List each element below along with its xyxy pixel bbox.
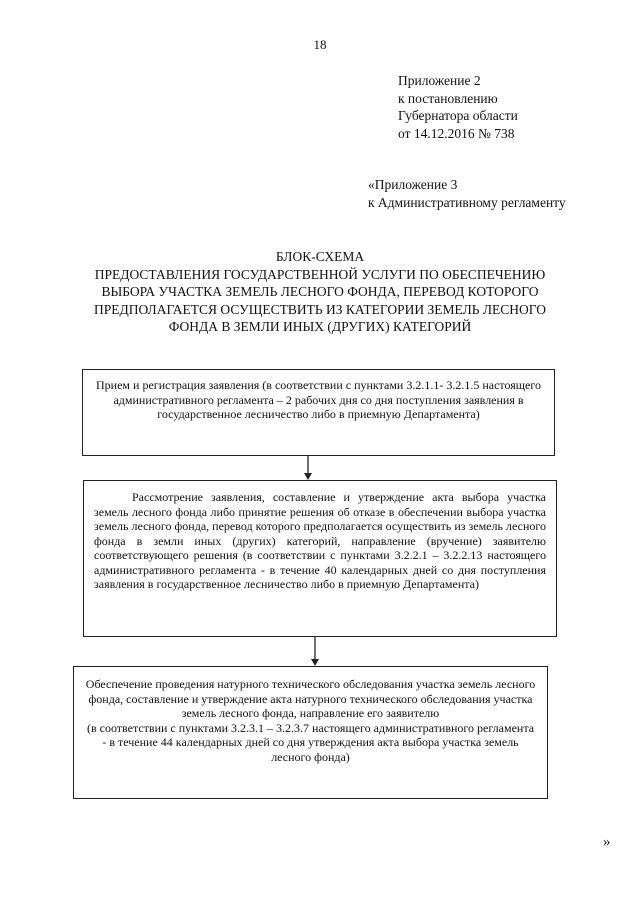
closing-quote: » xyxy=(603,834,611,850)
flow-step-text: Прием и регистрация заявления (в соответствии с пунктами 3.2.1.1- 3.2.1.5 настоящего административного регламента – 2 рабочих дня со дня поступления заявления в государственное лесничество либо в приемную Департамента) xyxy=(96,378,541,421)
appendix-line: к постановлению xyxy=(398,90,498,106)
flow-step-text: Рассмотрение заявления, составление и утверждение акта выбора участка земель лесного фонда либо принятие решения об отказе в обеспечении выбора участка земель лесного фонда, перевод которого предполагается осуществить из земель лесного фонда в земли иных (других) категорий, направление (вручение) заявителю соответствующего решения (в соответствии с пунктами 3.2.2.1 – 3.2.2.13 настоящего административного регламента - в течение 40 календарных дней со дня поступления заявления в государственное лесничество либо в приемную Департамента) xyxy=(94,490,546,591)
arrow-step1-to-step2 xyxy=(304,456,312,480)
title-line: ПРЕДОСТАВЛЕНИЯ ГОСУДАРСТВЕННОЙ УСЛУГИ ПО ОБЕСПЕЧЕНИЮ xyxy=(94,266,546,282)
regulation-appendix-line: к Административному регламенту xyxy=(368,194,566,210)
flow-step-inspection xyxy=(73,666,548,799)
appendix-header xyxy=(398,72,518,142)
arrow-step2-to-step3 xyxy=(311,637,319,666)
title-line: ПРЕДПОЛАГАЕТСЯ ОСУЩЕСТВИТЬ ИЗ КАТЕГОРИИ ЗЕМЕЛЬ ЛЕСНОГО xyxy=(94,301,546,317)
title-line: ВЫБОРА УЧАСТКА ЗЕМЕЛЬ ЛЕСНОГО ФОНДА, ПЕРЕВОД КОТОРОГО xyxy=(101,284,539,299)
regulation-appendix-line: «Приложение 3 xyxy=(368,177,458,192)
page-number: 18 xyxy=(313,37,327,52)
appendix-line: от 14.12.2016 № 738 xyxy=(398,125,515,141)
appendix-line: Губернатора области xyxy=(398,108,518,123)
title-line: ФОНДА В ЗЕМЛИ ИНЫХ (ДРУГИХ) КАТЕГОРИЙ xyxy=(168,319,472,334)
flow-step-text: (в соответствии с пунктами 3.2.3.1 – 3.2.3.7 настоящего административного регламента - в течение 44 календарных дней со дня утверждения акта выбора участка земель лесного фонда) xyxy=(86,720,535,764)
appendix-line: Приложение 2 xyxy=(398,73,481,88)
regulation-appendix-header xyxy=(368,176,566,211)
title-line: БЛОК-СХЕМА xyxy=(275,249,365,264)
flow-step-review xyxy=(83,480,557,637)
diagram-title xyxy=(60,248,580,336)
flow-step-reception xyxy=(82,369,555,456)
flow-step-text: Обеспечение проведения натурного технического обследования участка земель лесного фонда, составление и утверждение акта натурного технического обследования участка земель лесного фонда, направление его заявителю xyxy=(85,677,536,720)
